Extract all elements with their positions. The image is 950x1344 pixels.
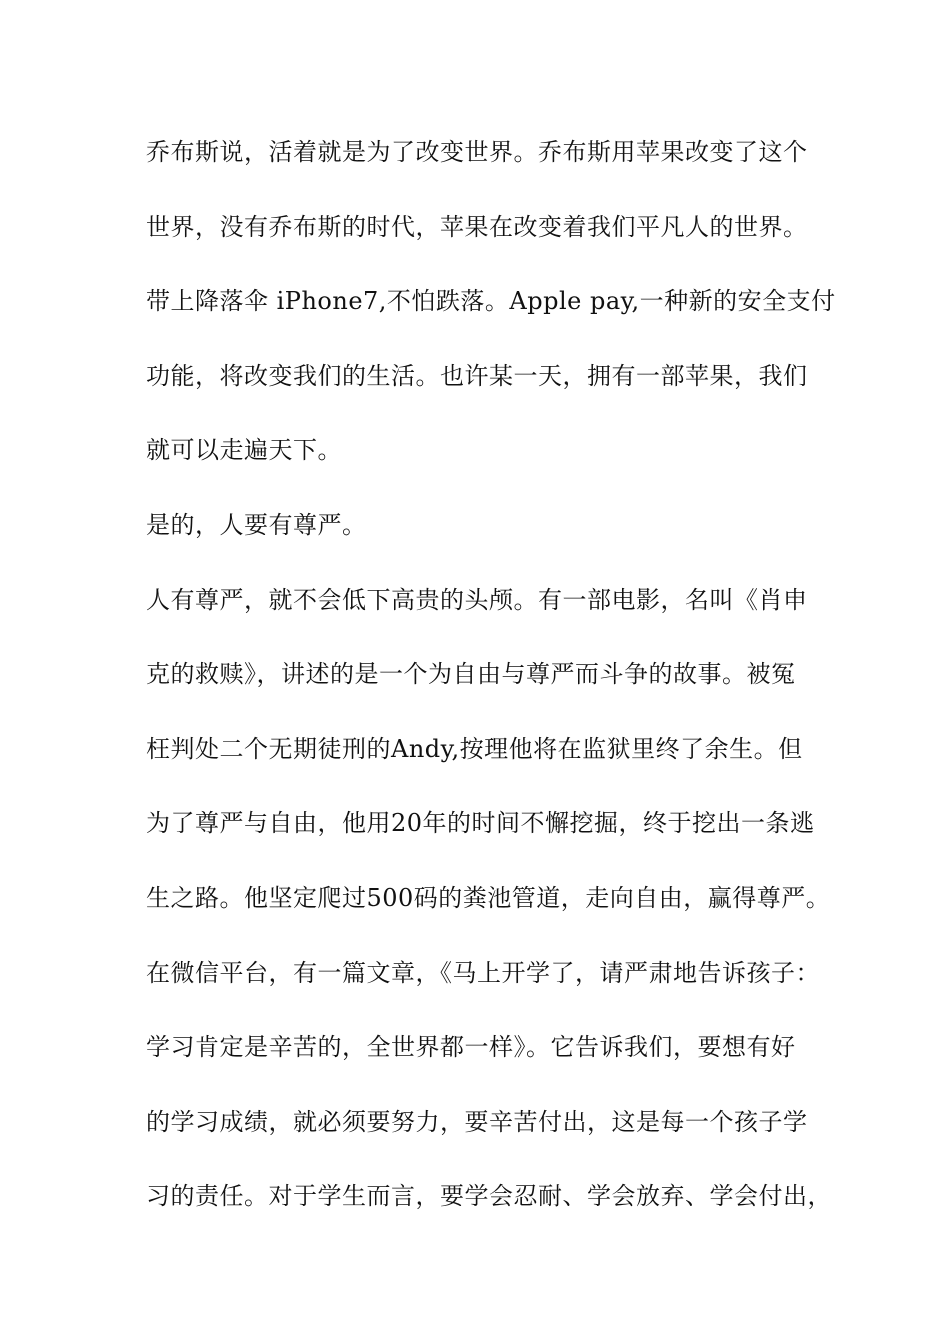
text-line: 功能，将改变我们的生活。也许某一天，拥有一部苹果，我们 xyxy=(146,361,808,390)
text-line: 的学习成绩，就必须要努力，要辛苦付出，这是每一个孩子学 xyxy=(146,1107,808,1136)
text-line: 克的救赎》，讲述的是一个为自由与尊严而斗争的故事。被冤 xyxy=(146,660,796,689)
text-line: 习的责任。对于学生而言，要学会忍耐、学会放弃、学会付出， xyxy=(146,1182,832,1211)
text-line: 乔布斯说，活着就是为了改变世界。乔布斯用苹果改变了这个 xyxy=(146,138,808,166)
text-line: 为了尊严与自由，他用20年的时间不懈挖掘，终于挖出一条逃 xyxy=(146,809,815,838)
text-line: 在微信平台，有一篇文章，《马上开学了，请严肃地告诉孩子： xyxy=(146,958,820,987)
text-line: 是的，人要有尊严。 xyxy=(146,510,367,539)
text-line: 带上降落伞 iPhone7,不怕跌落。Apple pay,一种新的安全支付 xyxy=(146,287,836,316)
text-line: 就可以走遍天下。 xyxy=(146,436,342,465)
text-line: 世界，没有乔布斯的时代，苹果在改变着我们平凡人的世界。 xyxy=(146,212,808,241)
text-line: 生之路。他坚定爬过500码的粪池管道，走向自由，赢得尊严。 xyxy=(146,883,831,912)
text-line: 人有尊严，就不会低下高贵的头颅。有一部电影，名叫《肖申 xyxy=(146,585,808,614)
text-line: 枉判处二个无期徒刑的Andy,按理他将在监狱里终了余生。但 xyxy=(146,734,803,763)
body-text xyxy=(146,128,836,1247)
text-line: 学习肯定是辛苦的，全世界都一样》。它告诉我们，要想有好 xyxy=(146,1033,796,1062)
